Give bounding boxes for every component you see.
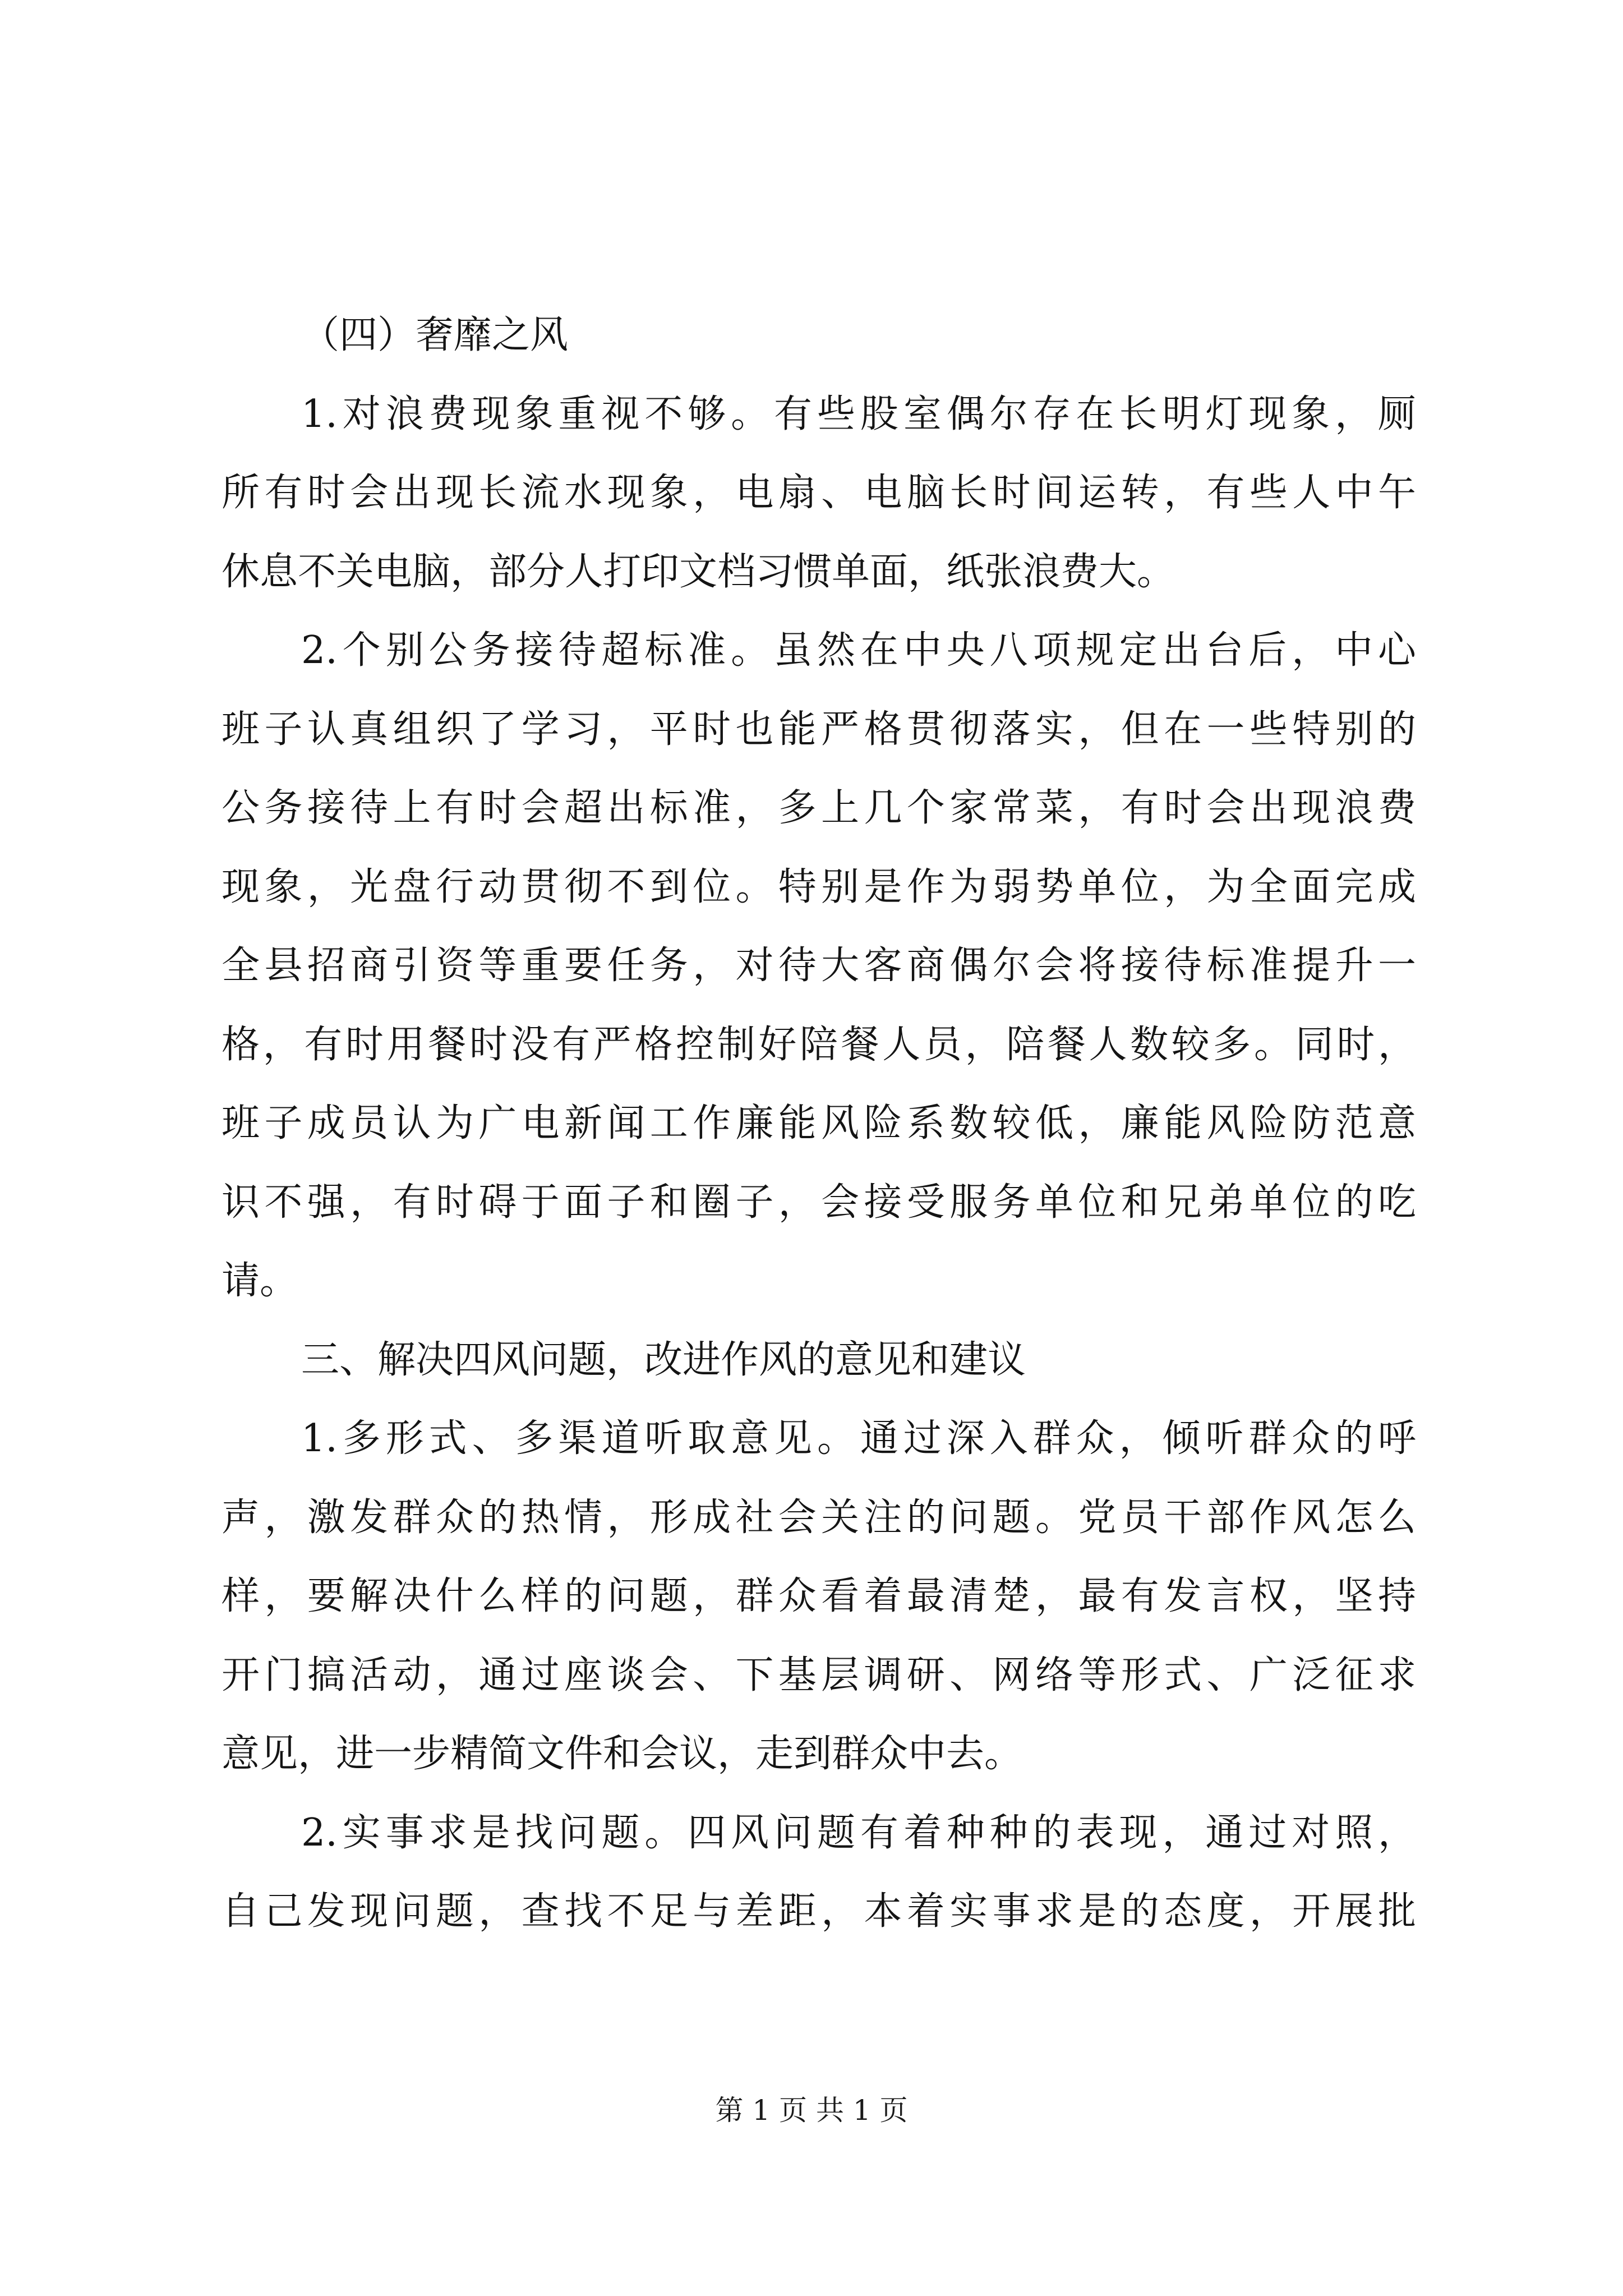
paragraph-line: 所有时会出现长流水现象，电扇、电脑长时间运转，有些人中午 xyxy=(222,471,1416,515)
section-heading-suggestions: 三、解决四风问题，改进作风的意见和建议 xyxy=(301,1337,1026,1382)
paragraph-line: 班子成员认为广电新闻工作廉能风险系数较低，廉能风险防范意 xyxy=(222,1101,1416,1145)
paragraph-line: 全县招商引资等重要任务，对待大客商偶尔会将接待标准提升一 xyxy=(222,944,1416,988)
paragraph-line: 1.多形式、多渠道听取意见。通过深入群众，倾听群众的呼 xyxy=(301,1416,1416,1461)
paragraph-line: 自己发现问题，查找不足与差距，本着实事求是的态度，开展批 xyxy=(222,1889,1416,1934)
page-footer: 第 1 页 共 1 页 xyxy=(715,2094,908,2127)
paragraph-line: 开门搞活动，通过座谈会、下基层调研、网络等形式、广泛征求 xyxy=(222,1653,1416,1697)
paragraph-line: 公务接待上有时会超出标准，多上几个家常菜，有时会出现浪费 xyxy=(222,786,1416,830)
paragraph-line: 格，有时用餐时没有严格控制好陪餐人员，陪餐人数较多。同时， xyxy=(222,1022,1416,1067)
paragraph-line: 请。 xyxy=(222,1259,298,1303)
paragraph-line: 1.对浪费现象重视不够。有些股室偶尔存在长明灯现象，厕 xyxy=(301,392,1416,436)
paragraph-line: 2.个别公务接待超标准。虽然在中央八项规定出台后，中心 xyxy=(301,628,1416,673)
paragraph-line: 班子认真组织了学习，平时也能严格贯彻落实，但在一些特别的 xyxy=(222,707,1416,752)
paragraph-line: 休息不关电脑，部分人打印文档习惯单面，纸张浪费大。 xyxy=(222,549,1175,594)
section-heading-extravagance: （四）奢靡之风 xyxy=(301,313,569,357)
paragraph-line: 样，要解决什么样的问题，群众看着最清楚，最有发言权，坚持 xyxy=(222,1574,1416,1618)
paragraph-line: 声，激发群众的热情，形成社会关注的问题。党员干部作风怎么 xyxy=(222,1495,1416,1540)
paragraph-line: 现象，光盘行动贯彻不到位。特别是作为弱势单位，为全面完成 xyxy=(222,864,1416,909)
document-body xyxy=(222,296,1416,1952)
paragraph-line: 识不强，有时碍于面子和圈子，会接受服务单位和兄弟单位的吃 xyxy=(222,1180,1416,1225)
paragraph-line: 意见，进一步精简文件和会议，走到群众中去。 xyxy=(222,1732,1023,1776)
paragraph-line: 2.实事求是找问题。四风问题有着种种的表现，通过对照， xyxy=(301,1810,1416,1855)
